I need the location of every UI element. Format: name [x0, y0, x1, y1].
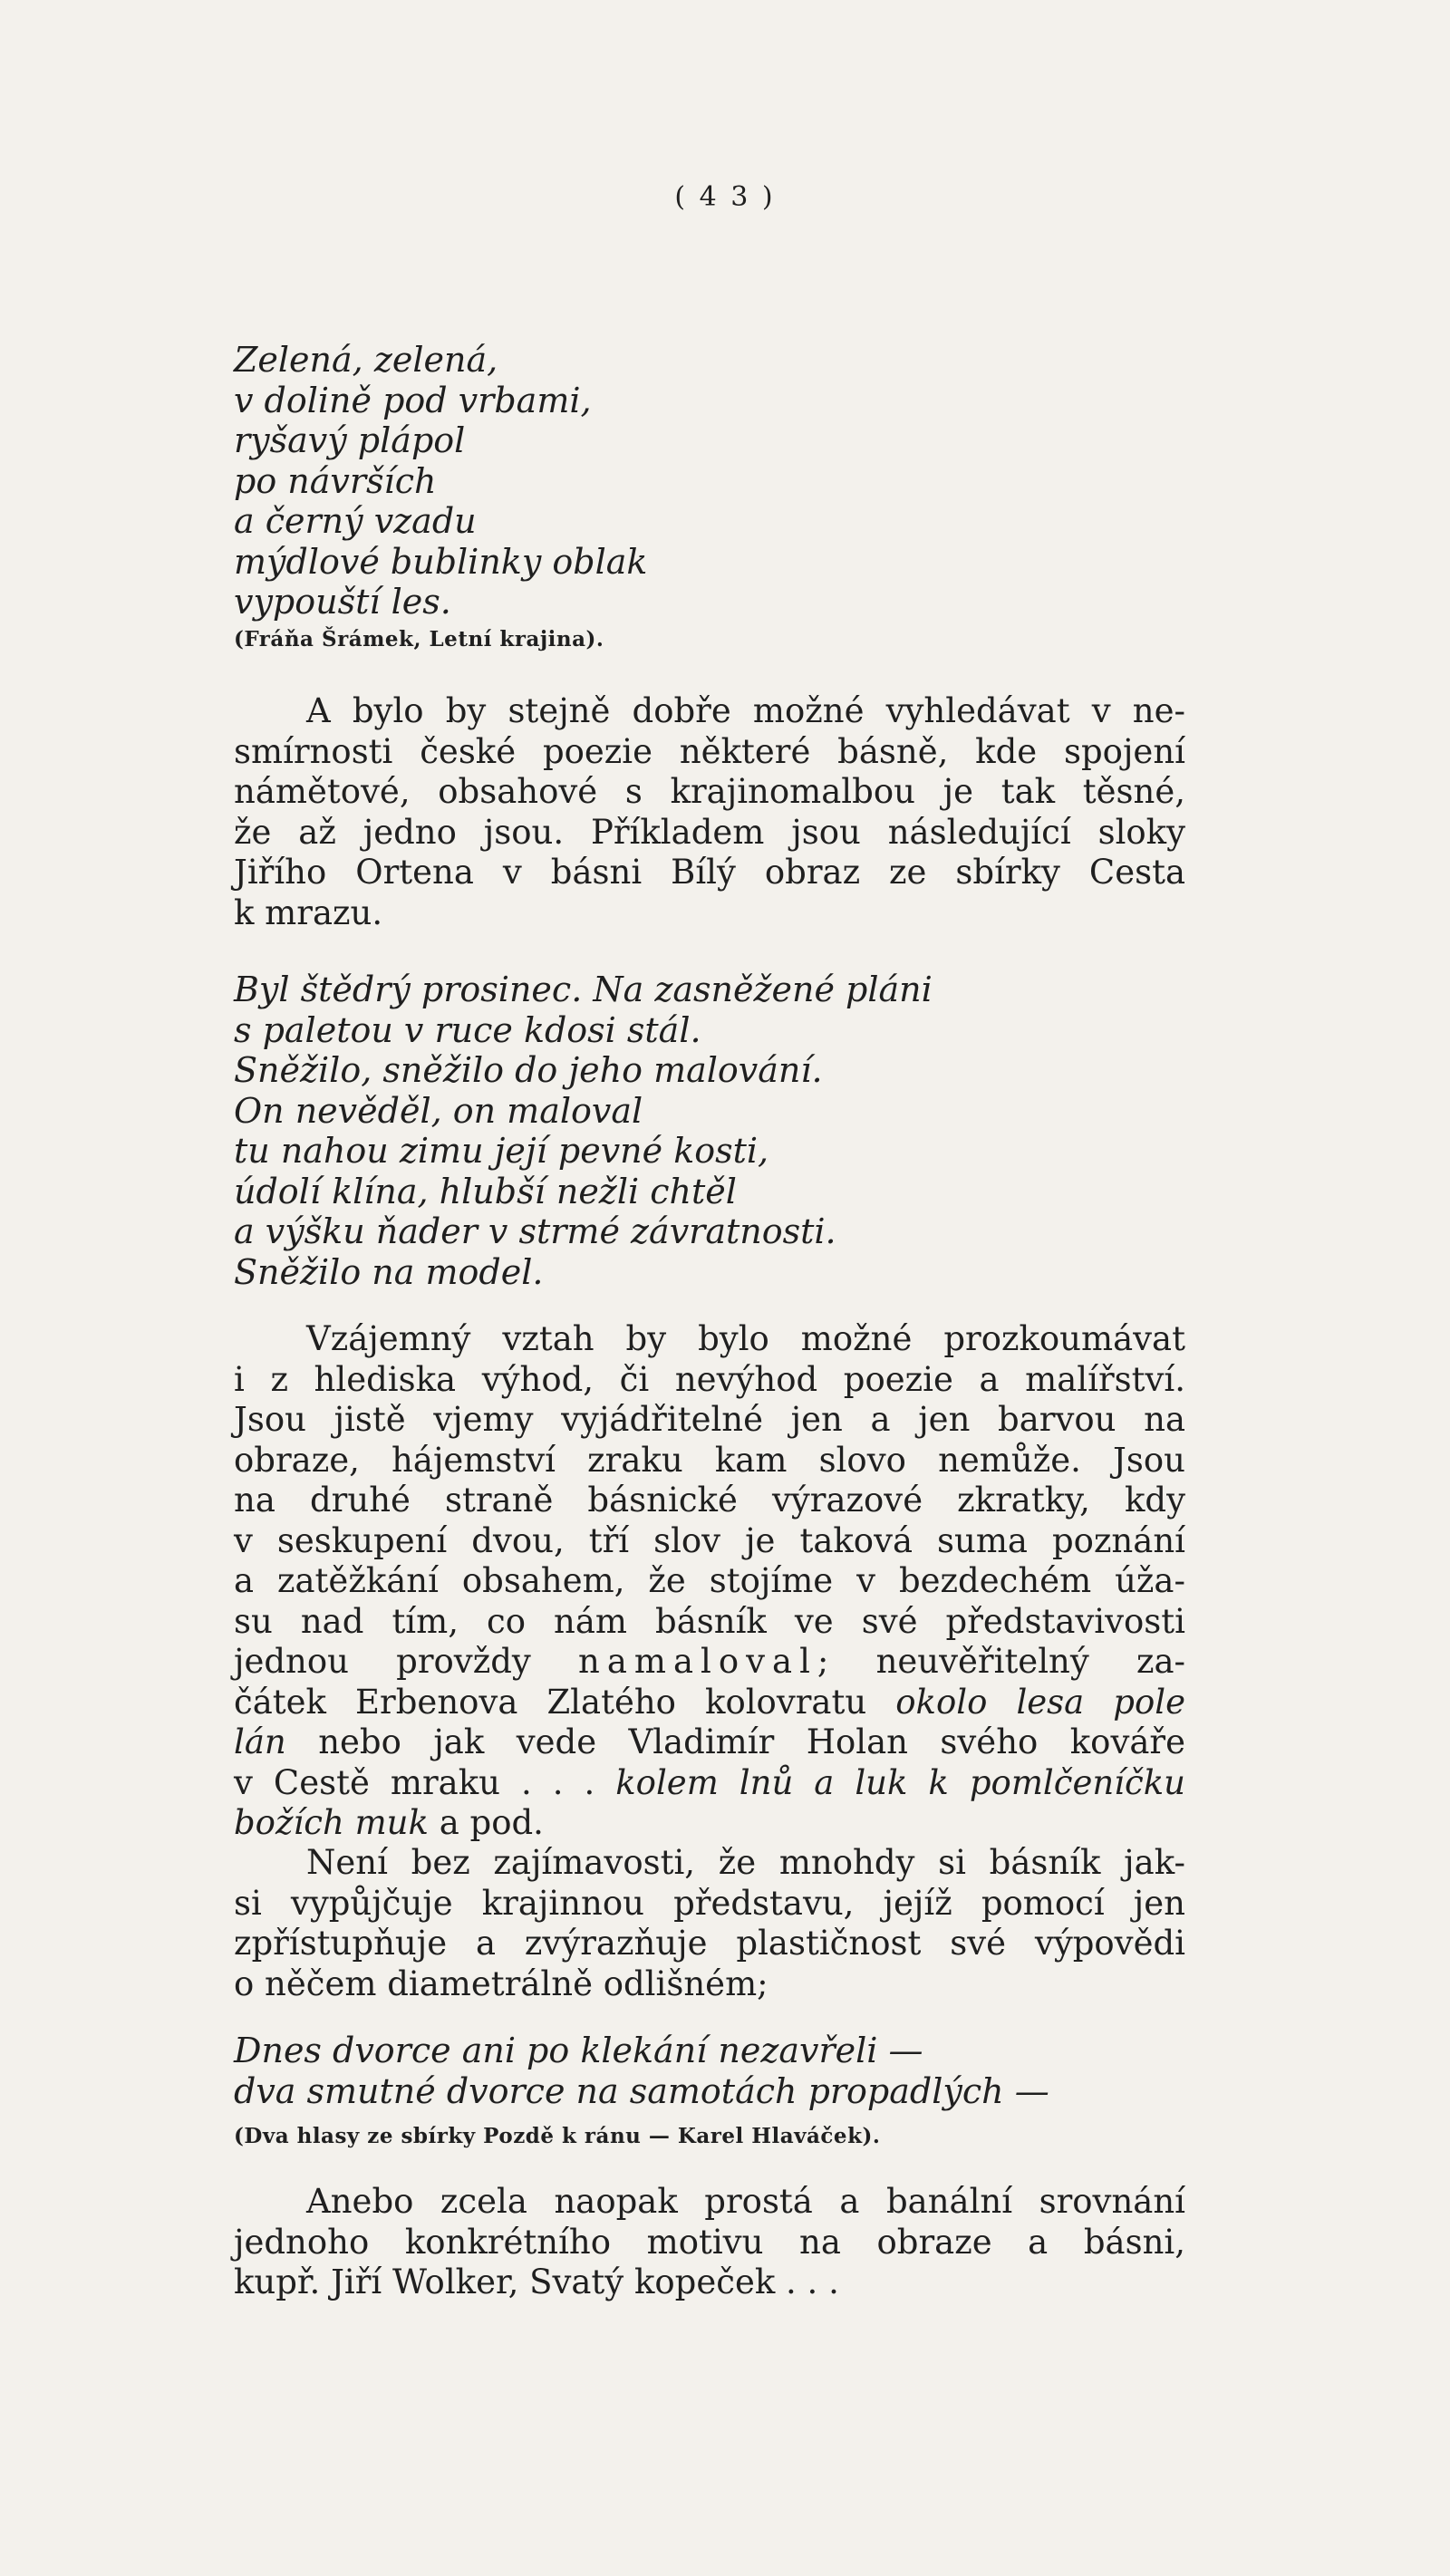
text-line: Není bez zajímavosti, že mnohdy si básník jak- [306, 1843, 1185, 1882]
verse-line: v dolině pod vrbami, [234, 380, 592, 420]
paragraph-banal-comparison [234, 2182, 1185, 2303]
paragraph-orten-intro [234, 691, 1185, 933]
text-line: Anebo zcela naopak prostá a banální srovnání [306, 2182, 1185, 2221]
text-line: si vypůjčuje krajinnou představu, jejíž pomocí jen [234, 1883, 1185, 1923]
verse-line: Dnes dvorce ani po klekání nezavřeli — [234, 2031, 923, 2070]
text-line: na druhé straně básnické výrazové zkratky, kdy [234, 1481, 1185, 1520]
citation-sramek: (Fráňa Šrámek, Letní krajina). [234, 627, 604, 651]
text-line: námětové, obsahové s krajinomalbou je tak těsné, [234, 772, 1185, 811]
verse-lines [234, 2031, 1185, 2111]
text-line: su nad tím, co nám básník ve své představivosti [234, 1601, 1185, 1641]
text-line: k mrazu. [234, 892, 383, 932]
citation-hlavacek: (Dva hlasy ze sbírky Pozdě k ránu — Karel Hlaváček). [234, 2124, 881, 2148]
text-fragment: jednou provždy [234, 1642, 578, 1681]
verse-line: údolí klína, hlubší nežli chtěl [234, 1171, 737, 1211]
quoted-verse: božích muk [234, 1803, 429, 1842]
text-line: o něčem diametrálně odlišném; [234, 1963, 768, 2003]
page-number: ( 4 3 ) [674, 181, 776, 213]
poem-frana-sramek [234, 340, 1185, 622]
verse-line: a černý vzadu [234, 501, 477, 541]
text-fragment: a pod. [439, 1803, 544, 1842]
spaced-word: namaloval [577, 1642, 817, 1681]
paragraph-poetry-vs-painting [234, 1319, 1185, 1844]
text-line: že až jedno jsou. Příkladem jsou následující sloky [234, 812, 1185, 852]
paragraph-borrowed-landscape [234, 1843, 1185, 2004]
verse-lines [234, 970, 1185, 1292]
verse-line: Sněžilo na model. [234, 1251, 544, 1292]
quoted-verse: lán [234, 1722, 286, 1761]
verse-line: Byl štědrý prosinec. Na zasněžené pláni [234, 970, 933, 1009]
text-line: v seskupení dvou, tří slov je taková suma poznání [234, 1520, 1185, 1560]
text-line: obraze, hájemství zraku kam slovo nemůže. Jsou [234, 1440, 1185, 1480]
text-line: Jsou jistě vjemy vyjádřitelné jen a jen barvou na [234, 1400, 1185, 1439]
text-line [234, 1683, 1185, 1723]
text-line [234, 1642, 1185, 1683]
verse-line: mýdlové bublinky oblak [234, 541, 648, 582]
verse-lines [234, 340, 1185, 622]
text-line: A bylo by stejně dobře možné vyhledávat v ne- [306, 691, 1185, 730]
verse-line: vypouští les. [234, 582, 451, 622]
text-fragment: nebo jak vede Vladimír Holan svého kováře [318, 1722, 1185, 1761]
text-line: jednoho konkrétního motivu na obraze a básni, [234, 2222, 1185, 2262]
text-line [234, 1763, 1185, 1804]
verse-line: a výšku ňader v strmé závratnosti. [234, 1211, 836, 1251]
poem-orten-bily-obraz [234, 970, 1185, 1292]
verse-line: s paletou v ruce kdosi stál. [234, 1009, 701, 1050]
text-line: Vzájemný vztah by bylo možné prozkoumávat [306, 1319, 1185, 1358]
verse-line: On nevěděl, on maloval [234, 1090, 643, 1131]
verse-line: Sněžilo, sněžilo do jeho malování. [234, 1050, 823, 1090]
verse-line: Zelená, zelená, [234, 340, 498, 380]
text-line: a zatěžkání obsahem, že stojíme v bezdechém úža- [234, 1561, 1185, 1600]
text-line: smírnosti české poezie některé básně, kde spojení [234, 731, 1185, 771]
quoted-verse: kolem lnů a luk k pomlčeníčku [615, 1762, 1185, 1802]
quoted-verse: okolo lesa pole [895, 1682, 1185, 1722]
verse-line: tu nahou zimu její pevné kosti, [234, 1131, 769, 1171]
text-line: kupř. Jiří Wolker, Svatý kopeček . . . [234, 2262, 839, 2301]
verse-line: dva smutné dvorce na samotách propadlých — [234, 2070, 1049, 2111]
verse-line: po návrších [234, 460, 437, 501]
verse-line: ryšavý plápol [234, 420, 466, 460]
text-fragment: čátek Erbenova Zlatého kolovratu [234, 1682, 867, 1722]
poem-hlavacek [234, 2031, 1185, 2111]
text-fragment: ; neuvěřitelný za- [817, 1642, 1185, 1681]
text-line [234, 1803, 1185, 1844]
text-line: i z hlediska výhod, či nevýhod poezie a malířství. [234, 1359, 1185, 1399]
text-line: Jiřího Ortena v básni Bílý obraz ze sbírky Cesta [234, 853, 1185, 892]
text-line: zpřístupňuje a zvýrazňuje plastičnost své výpovědi [234, 1924, 1185, 1963]
text-line [234, 1722, 1185, 1763]
text-fragment: v Cestě mraku . . . [234, 1762, 595, 1802]
